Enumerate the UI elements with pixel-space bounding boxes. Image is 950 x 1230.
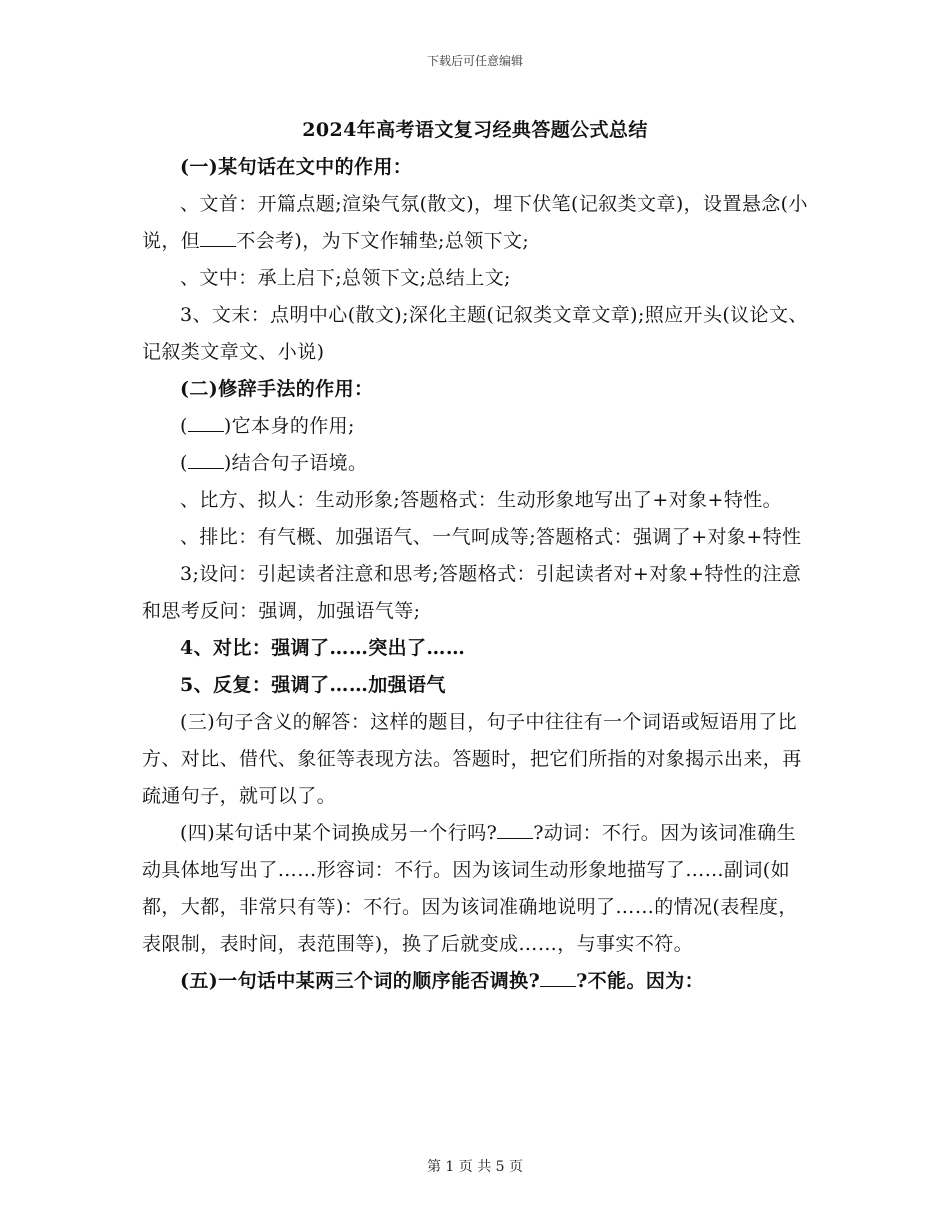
paragraph-3: 3、文末：点明中心(散文);深化主题(记叙类文章文章);照应开头(议论文、记叙类文章文、小说) (142, 304, 808, 363)
paragraph-4 (142, 408, 808, 445)
paragraph-12 (142, 815, 808, 963)
paragraph-6: 、比方、拟人：生动形象;答题格式：生动形象地写出了+对象+特性。 (180, 489, 783, 511)
paragraph-7: 、排比：有气概、加强语气、一气呵成等;答题格式：强调了+对象+特性 (180, 526, 802, 548)
fill-blank (188, 450, 224, 469)
document-body (142, 112, 808, 1000)
paragraph-1 (142, 186, 808, 260)
header-note: 下载后可任意编辑 (426, 54, 523, 68)
fill-blank (200, 228, 236, 247)
paragraph-8: 3;设问：引起读者注意和思考;答题格式：引起读者对+对象+特性的注意和思考反问：强调，加强语气等; (142, 563, 802, 622)
paragraph-12-post: ?动词：不行。因为该词准确生动具体地写出了……形容词：不行。因为该词生动形象地描写了……副词(如都，大都，非常只有等)：不行。因为该词准确地说明了……的情况(表程度，表限制，表时间，表范围等)，换了后就变成……，与事实不符。 (142, 822, 798, 955)
paragraph-2: 、文中：承上启下;总领下文;总结上文; (180, 267, 511, 289)
paragraph-13-pre: (五)一句话中某两三个词的顺序能否调换? (180, 970, 541, 992)
fill-blank (497, 820, 533, 839)
paragraph-1-tail: 不会考)，为下文作辅垫;总领下文; (236, 230, 530, 252)
paragraph-1-text: 、文首：开篇点题;渲染气氛(散文)，埋下伏笔(记叙类文章)，设置悬念(小说，但 (142, 193, 808, 252)
paragraph-11: (三)句子含义的解答：这样的题目，句子中往往有一个词语或短语用了比方、对比、借代、象征等表现方法。答题时，把它们所指的对象揭示出来，再疏通句子，就可以了。 (142, 711, 802, 807)
paragraph-4-post: )它本身的作用; (223, 415, 355, 437)
paragraph-13 (142, 963, 808, 1000)
paragraph-10: 5、反复：强调了……加强语气 (180, 674, 446, 696)
paragraph-4-pre: ( (180, 415, 188, 437)
page-footer: 第 1 页 共 5 页 (426, 1159, 524, 1175)
paragraph-12-pre: (四)某句话中某个词换成另一个行吗? (180, 822, 498, 844)
paragraph-5-pre: ( (180, 452, 188, 474)
paragraph-9: 4、对比：强调了……突出了…… (180, 637, 466, 659)
paragraph-5-post: )结合句子语境。 (223, 452, 368, 474)
section-heading-2: (二)修辞手法的作用： (180, 378, 374, 400)
paragraph-5 (142, 445, 808, 482)
section-heading-1: (一)某句话在文中的作用： (180, 156, 413, 178)
paragraph-13-post: ?不能。因为： (576, 970, 705, 992)
fill-blank (540, 968, 576, 987)
fill-blank (188, 413, 224, 432)
document-title: 2024年高考语文复习经典答题公式总结 (302, 119, 648, 141)
